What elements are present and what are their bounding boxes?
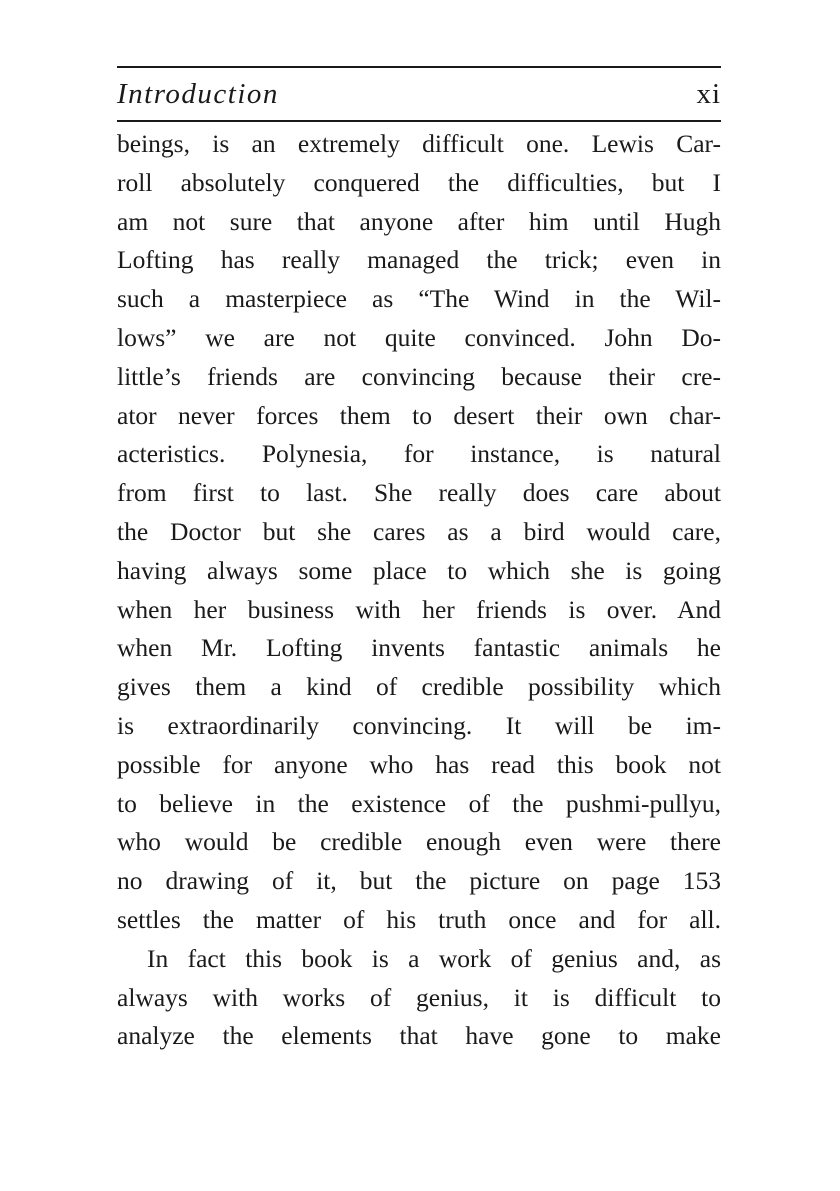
text-line: acteristics. Polynesia, for instance, is natural xyxy=(117,439,721,469)
text-line: when her business with her friends is over. And xyxy=(117,594,721,624)
text-line: always with works of genius, it is difficult to xyxy=(117,982,721,1012)
running-header xyxy=(117,68,721,120)
text-line: Lofting has really managed the trick; even in xyxy=(117,245,721,275)
text-line: no drawing of it, but the picture on page 153 xyxy=(117,866,721,896)
text-line: lows” we are not quite convinced. John Do- xyxy=(117,322,721,352)
book-page xyxy=(117,66,721,1056)
text-line: gives them a kind of credible possibility which xyxy=(117,672,721,702)
text-line: settles the matter of his truth once and for all. xyxy=(117,904,721,934)
text-line: when Mr. Lofting invents fantastic animals he xyxy=(117,633,721,663)
header-bottom-rule xyxy=(117,120,721,122)
text-line: such a masterpiece as “The Wind in the Wil- xyxy=(117,284,721,314)
text-line: ator never forces them to desert their own char- xyxy=(117,400,721,430)
text-line: the Doctor but she cares as a bird would care, xyxy=(117,516,721,546)
body-text xyxy=(117,125,721,1056)
running-title: Introduction xyxy=(117,78,279,110)
text-line: roll absolutely conquered the difficulties, but I xyxy=(117,167,721,197)
text-line: is extraordinarily convincing. It will be im- xyxy=(117,710,721,740)
text-line: to believe in the existence of the pushmi-pullyu, xyxy=(117,788,721,818)
text-line: am not sure that anyone after him until Hugh xyxy=(117,206,721,236)
text-line: from first to last. She really does care about xyxy=(117,478,721,508)
text-line: who would be credible enough even were there xyxy=(117,827,721,857)
paragraph-start-line: In fact this book is a work of genius and, as xyxy=(147,943,721,973)
text-line: beings, is an extremely difficult one. Lewis Car- xyxy=(117,129,721,158)
text-line: analyze the elements that have gone to make xyxy=(117,1021,721,1051)
text-line: having always some place to which she is going xyxy=(117,555,721,585)
page-number: xi xyxy=(696,78,721,110)
text-line: little’s friends are convincing because their cre- xyxy=(117,361,721,391)
text-line: possible for anyone who has read this book not xyxy=(117,749,721,779)
